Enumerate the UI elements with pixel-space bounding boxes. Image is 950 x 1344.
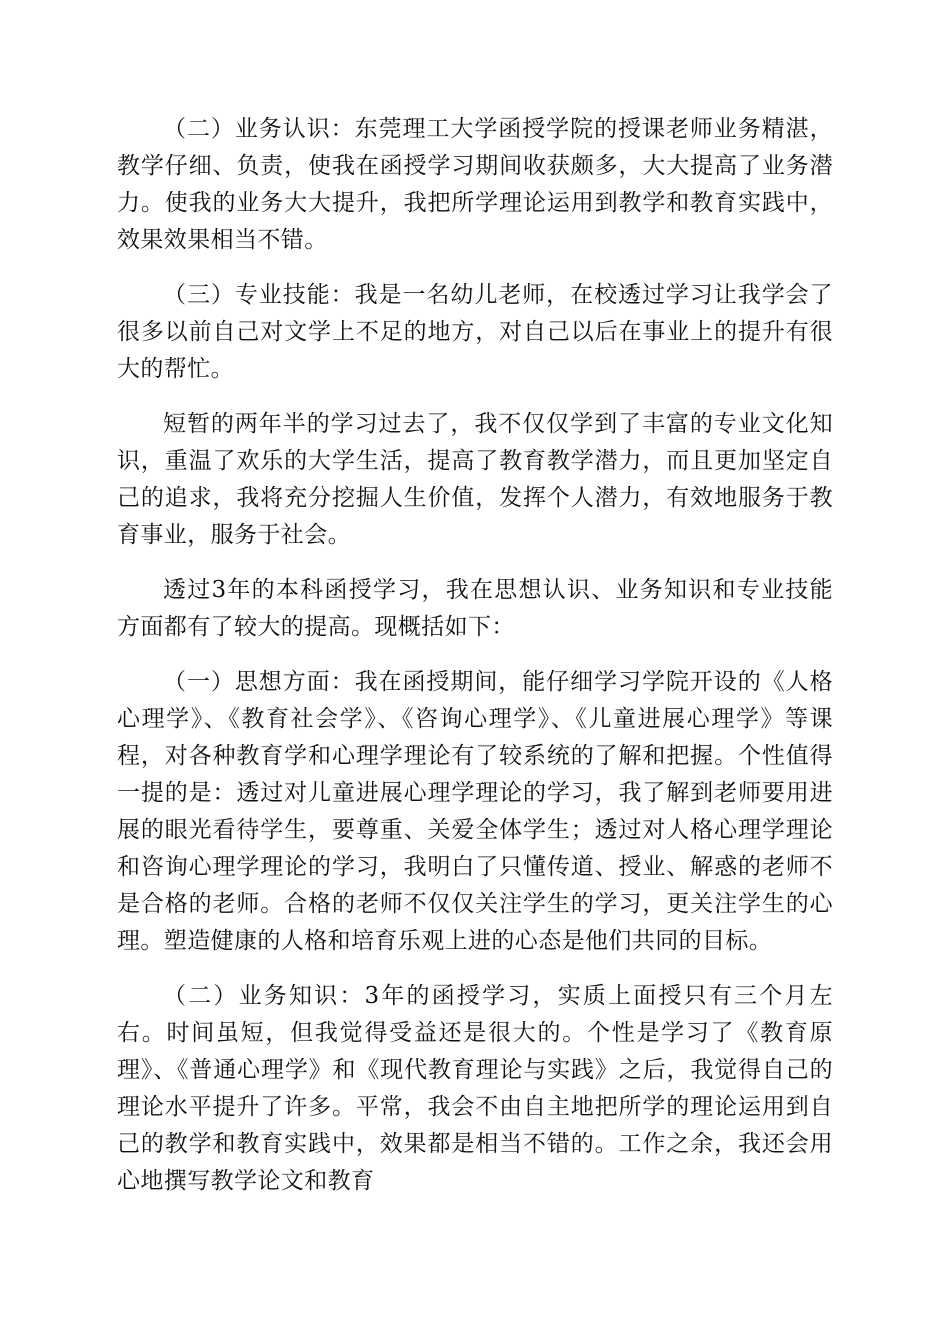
paragraph-business-awareness: （二）业务认识：东莞理工大学函授学院的授课老师业务精湛，教学仔细、负责，使我在函授学习期间收获颇多，大大提高了业务潜力。使我的业务大大提升，我把所学理论运用到教学和教育实践中，效果效果相当不错。 (117, 116, 833, 253)
paragraph-business-knowledge: （二）业务知识：3年的函授学习，实质上面授只有三个月左右。时间虽短，但我觉得受益还是很大的。个性是学习了《教育原理》、《普通心理学》和《现代教育理论与实践》之后，我觉得自己的理论水平提升了许多。平常，我会不由自主地把所学的理论运用到自己的教学和教育实践中，效果都是相当不错的。工作之余，我还会用心地撰写教学论文和教育 (117, 983, 833, 1194)
paragraph-thinking-aspect: （一）思想方面：我在函授期间，能仔细学习学院开设的《人格心理学》、《教育社会学》、《咨询心理学》、《儿童进展心理学》等课程，对各种教育学和心理学理论有了较系统的了解和把握。个性值得一提的是：透过对儿童进展心理学理论的学习，我了解到老师要用进展的眼光看待学生，要尊重、关爱全体学生；透过对人格心理学理论和咨询心理学理论的学习，我明白了只懂传道、授业、解惑的老师不是合格的老师。合格的老师不仅仅关注学生的学习，更关注学生的心理。塑造健康的人格和培育乐观上进的心态是他们共同的目标。 (117, 669, 833, 954)
paragraph-professional-skills: （三）专业技能：我是一名幼儿老师，在校透过学习让我学会了很多以前自己对文学上不足的地方，对自己以后在事业上的提升有很大的帮忙。 (117, 282, 833, 382)
paragraph-overview-intro: 透过3年的本科函授学习，我在思想认识、业务知识和专业技能方面都有了较大的提高。现概括如下： (117, 577, 833, 640)
paragraph-study-summary: 短暂的两年半的学习过去了，我不仅仅学到了丰富的专业文化知识，重温了欢乐的大学生活，提高了教育教学潜力，而且更加坚定自己的追求，我将充分挖掘人生价值，发挥个人潜力，有效地服务于教育事业，服务于社会。 (117, 411, 833, 548)
document-body (117, 111, 833, 1218)
